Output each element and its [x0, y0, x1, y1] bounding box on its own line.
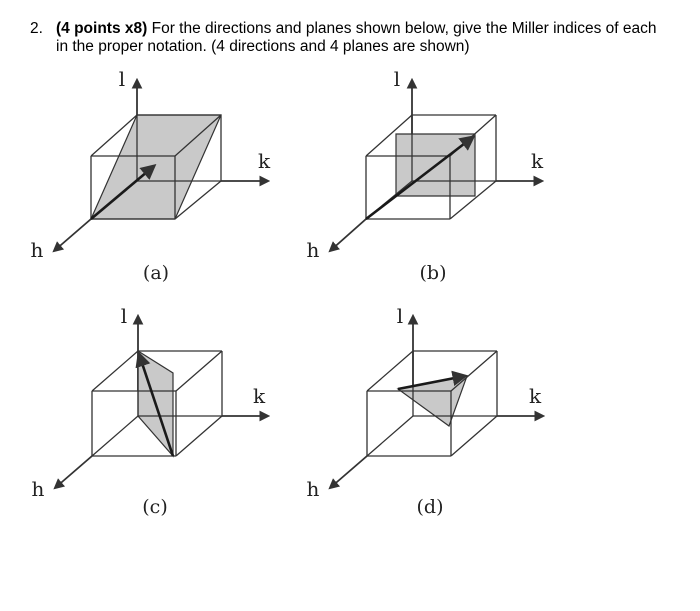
figure-c-caption: (c) [142, 496, 168, 518]
figure-d-l-label: l [396, 304, 404, 328]
question-text-line2: in the proper notation. (4 directions and 4 planes are shown) [56, 38, 470, 55]
figure-a-h-axis [54, 219, 91, 251]
figure-c-l-label: l [120, 304, 128, 328]
figure-a-h-label: h [30, 238, 44, 262]
figure-c-h-axis [55, 456, 92, 488]
figure-b-h-label: h [306, 238, 320, 262]
figure-b-l-label: l [393, 67, 401, 91]
figure-b-h-axis [330, 219, 366, 251]
question-points: (4 points x8) [56, 20, 148, 37]
figure-a-l-label: l [118, 67, 126, 91]
figure-b [307, 67, 544, 284]
figure-a [31, 67, 271, 284]
figure-c-k-label: k [252, 384, 266, 408]
question-text-line1: For the directions and planes shown below, give the Miller indices of each [151, 20, 657, 37]
figure-d-k-label: k [528, 384, 542, 408]
figure-b-caption: (b) [419, 262, 447, 284]
figure-a-caption: (a) [142, 262, 170, 284]
figure-c-h-label: h [31, 477, 45, 501]
question-number: 2. [30, 20, 43, 37]
figure-d-h-label: h [306, 477, 320, 501]
figure-d-caption: (d) [416, 496, 444, 518]
figure-c [32, 304, 268, 518]
figure-b-k-label: k [530, 149, 544, 173]
figure-a-k-label: k [257, 149, 271, 173]
figure-d [307, 304, 543, 518]
figure-d-h-axis [330, 456, 367, 488]
